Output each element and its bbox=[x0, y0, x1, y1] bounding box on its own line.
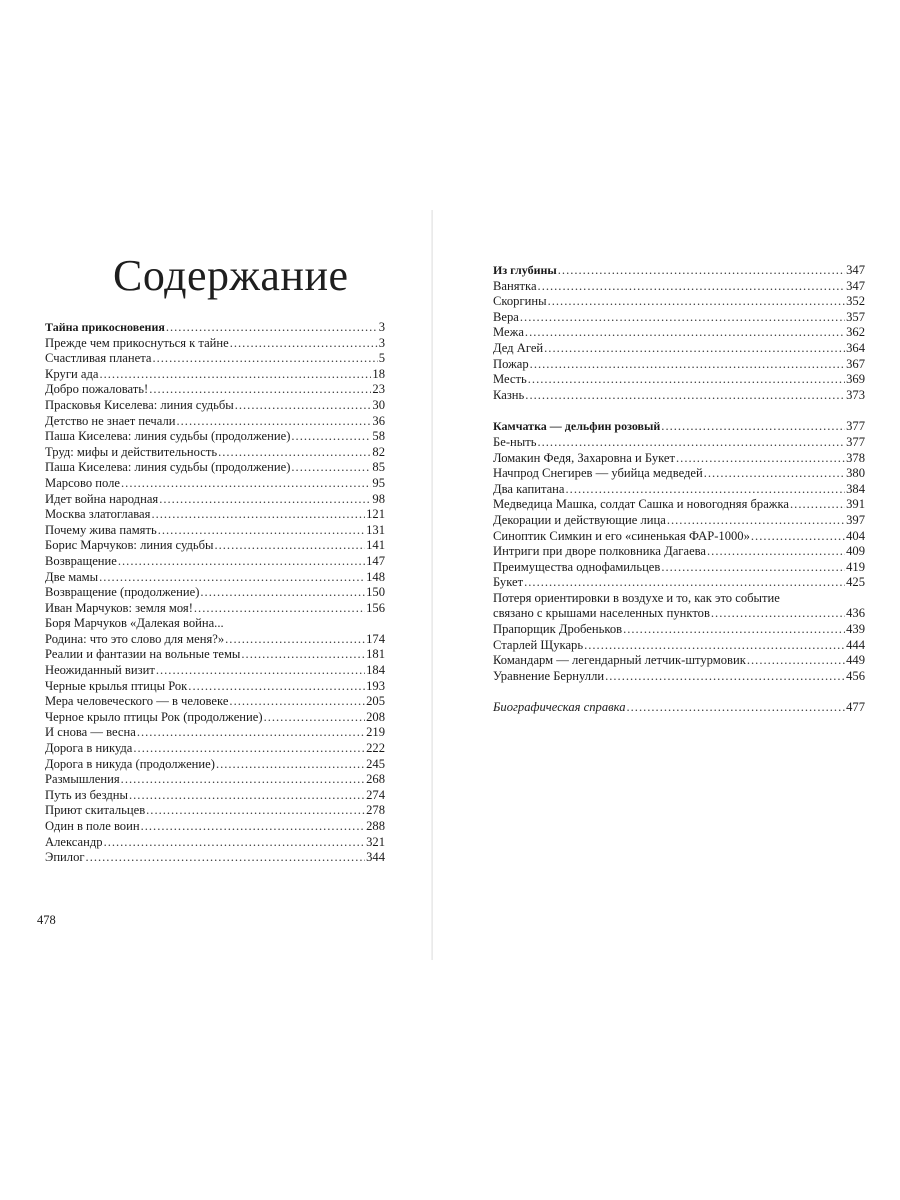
toc-entry-title: Неожиданный визит bbox=[45, 663, 155, 678]
toc-entry-title: Бе-ныть bbox=[493, 434, 537, 449]
toc-entry-title: Букет bbox=[493, 575, 524, 590]
toc-entry-page: 380 bbox=[846, 466, 865, 481]
toc-entry bbox=[493, 341, 865, 357]
dot-leader bbox=[790, 497, 845, 513]
dot-leader bbox=[711, 606, 845, 622]
toc-entry-title: Возвращение bbox=[45, 553, 117, 568]
toc-entry-page: 377 bbox=[846, 419, 865, 434]
dot-leader bbox=[214, 538, 365, 554]
toc-entry-title: Командарм — легендарный летчик-штурмовик bbox=[493, 653, 746, 668]
toc-entry-page: 150 bbox=[366, 585, 385, 600]
toc-entry-title: Дорога в никуда bbox=[45, 741, 133, 756]
toc-section-biography bbox=[493, 700, 865, 716]
dot-leader bbox=[241, 647, 365, 663]
toc-entry-page: 98 bbox=[372, 491, 385, 506]
dot-leader bbox=[104, 835, 366, 851]
toc-entry-page: 288 bbox=[366, 819, 385, 833]
toc-entry-page: 18 bbox=[372, 366, 385, 381]
toc-entry-page: 219 bbox=[366, 725, 385, 740]
toc-entry-page: 36 bbox=[372, 413, 385, 428]
toc-entry-page: 377 bbox=[846, 434, 865, 449]
toc-entry-title: Интриги при дворе полковника Дагаева bbox=[493, 544, 707, 559]
toc-entry-page: 391 bbox=[846, 497, 865, 512]
page-title: Содержание bbox=[113, 251, 349, 300]
toc-entry-title: Труд: мифы и действительность bbox=[45, 444, 218, 459]
toc-entry bbox=[493, 310, 865, 326]
toc-entry bbox=[45, 414, 385, 430]
toc-entry bbox=[45, 429, 385, 445]
dot-leader bbox=[188, 679, 365, 695]
toc-entry-page: 3 bbox=[378, 335, 385, 350]
toc-entry-title: Прежде чем прикоснуться к тайне bbox=[45, 335, 229, 350]
toc-entry-title: Один в поле воин bbox=[45, 819, 140, 833]
dot-leader bbox=[194, 601, 365, 617]
toc-entry-page: 436 bbox=[846, 606, 865, 621]
dot-leader bbox=[121, 476, 371, 492]
toc-entry-title: Межа bbox=[493, 325, 524, 340]
toc-entry bbox=[45, 336, 385, 352]
toc-entry bbox=[45, 788, 385, 804]
toc-entry-page: 404 bbox=[846, 528, 865, 543]
toc-entry-page: 121 bbox=[366, 507, 385, 522]
toc-entry bbox=[45, 725, 385, 741]
dot-leader bbox=[584, 638, 845, 654]
toc-entry-page: 268 bbox=[366, 772, 385, 787]
toc-entry bbox=[493, 638, 865, 654]
toc-entry-page: 5 bbox=[378, 351, 385, 366]
toc-entry-page: 193 bbox=[366, 678, 385, 693]
toc-entry-page: 352 bbox=[846, 294, 865, 309]
dot-leader bbox=[137, 725, 365, 741]
toc-entry bbox=[45, 772, 385, 788]
dot-leader bbox=[235, 398, 372, 414]
toc-entry-title: Прапорщик Дробеньков bbox=[493, 622, 623, 637]
toc-entry-page: 373 bbox=[846, 387, 865, 402]
toc-entry bbox=[45, 367, 385, 383]
toc-entry-page: 82 bbox=[372, 444, 385, 459]
toc-entry bbox=[45, 694, 385, 710]
toc-entry-title: Почему жива память bbox=[45, 522, 157, 537]
dot-leader bbox=[121, 772, 365, 788]
dot-leader bbox=[118, 554, 365, 570]
dot-leader bbox=[133, 741, 365, 757]
toc-entry-title: Преимущества однофамильцев bbox=[493, 559, 661, 574]
toc-entry-page: 397 bbox=[846, 512, 865, 527]
dot-leader bbox=[676, 451, 845, 467]
toc-entry-page: 23 bbox=[372, 382, 385, 397]
toc-entry bbox=[45, 710, 385, 726]
toc-entry bbox=[493, 466, 865, 482]
toc-entry-page: 409 bbox=[846, 544, 865, 559]
toc-right-column bbox=[493, 263, 865, 716]
dot-leader bbox=[200, 585, 365, 601]
toc-entry-page: 321 bbox=[366, 834, 385, 849]
toc-entry-page: 148 bbox=[366, 569, 385, 584]
toc-entry-title: Паша Киселева: линия судьбы (продолжение) bbox=[45, 429, 291, 444]
toc-entry-title: Приют скитальцев bbox=[45, 803, 146, 818]
toc-entry-title: Возвращение (продолжение) bbox=[45, 585, 200, 600]
dot-leader bbox=[149, 382, 371, 398]
toc-entry-title: Родина: что это слово для меня?» bbox=[45, 631, 225, 646]
toc-entry bbox=[45, 460, 385, 476]
toc-entry bbox=[45, 679, 385, 695]
dot-leader bbox=[627, 700, 846, 716]
toc-entry bbox=[45, 351, 385, 367]
toc-entry-title: Путь из бездны bbox=[45, 787, 128, 802]
toc-entry-page: 85 bbox=[372, 460, 385, 475]
toc-entry-title: Добро пожаловать! bbox=[45, 382, 149, 397]
toc-entry-title: Прасковья Киселева: линия судьбы bbox=[45, 397, 234, 412]
toc-entry bbox=[493, 372, 865, 388]
toc-entry-page: 357 bbox=[846, 309, 865, 324]
toc-section-iz-glubiny bbox=[493, 263, 865, 403]
dot-leader bbox=[159, 492, 371, 508]
toc-entry bbox=[45, 850, 385, 866]
right-page bbox=[456, 0, 900, 1200]
dot-leader bbox=[525, 325, 845, 341]
toc-entry bbox=[493, 560, 865, 576]
dot-leader bbox=[661, 419, 845, 435]
dot-leader bbox=[166, 320, 378, 336]
toc-section-heading bbox=[493, 263, 865, 279]
dot-leader bbox=[544, 341, 845, 357]
toc-entry bbox=[45, 492, 385, 508]
toc-entry-page: 347 bbox=[846, 278, 865, 293]
toc-entry bbox=[493, 294, 865, 310]
dot-leader bbox=[99, 570, 365, 586]
dot-leader bbox=[525, 388, 845, 404]
dot-leader bbox=[146, 803, 365, 819]
toc-entry bbox=[493, 575, 865, 591]
toc-entry-title: Синоптик Симкин и его «синенькая ФАР-1000» bbox=[493, 528, 750, 543]
dot-leader bbox=[707, 544, 845, 560]
dot-leader bbox=[129, 788, 365, 804]
dot-leader bbox=[623, 622, 845, 638]
toc-entry bbox=[45, 382, 385, 398]
dot-leader bbox=[264, 710, 366, 726]
toc-entry-page: 245 bbox=[366, 756, 385, 771]
toc-entry-page: 456 bbox=[846, 668, 865, 683]
dot-leader bbox=[667, 513, 845, 529]
toc-entry-title: Черные крылья птицы Рок bbox=[45, 678, 188, 693]
toc-entry-title: Эпилог bbox=[45, 850, 85, 865]
toc-entry-title: Пожар bbox=[493, 356, 529, 371]
dot-leader bbox=[520, 310, 845, 326]
dot-leader bbox=[216, 757, 365, 773]
toc-entry bbox=[45, 523, 385, 539]
toc-entry-title: Вера bbox=[493, 309, 519, 324]
toc-entry-page: 30 bbox=[372, 397, 385, 412]
toc-entry-title: Марсово поле bbox=[45, 475, 121, 490]
toc-entry-title: Месть bbox=[493, 372, 527, 387]
dot-leader bbox=[99, 367, 371, 383]
toc-entry-title: Начпрод Снегирев — убийца медведей bbox=[493, 466, 703, 481]
toc-entry bbox=[493, 591, 865, 622]
toc-entry-title-line1: Боря Марчуков «Далекая война... bbox=[45, 616, 224, 631]
toc-entry bbox=[45, 601, 385, 617]
dot-leader bbox=[538, 279, 846, 295]
toc-entry bbox=[493, 279, 865, 295]
toc-entry-title: Реалии и фантазии на вольные темы bbox=[45, 647, 241, 662]
dot-leader bbox=[747, 653, 845, 669]
left-page bbox=[0, 0, 433, 1200]
toc-entry-page: 205 bbox=[366, 694, 385, 709]
dot-leader bbox=[151, 507, 365, 523]
toc-entry-page: 367 bbox=[846, 356, 865, 371]
toc-section-kamchatka bbox=[493, 419, 865, 684]
toc-entry-page: 384 bbox=[846, 481, 865, 496]
toc-entry bbox=[45, 616, 385, 647]
toc-entry-title: Москва златоглавая bbox=[45, 507, 151, 522]
toc-entry-title: Казнь bbox=[493, 387, 525, 402]
dot-leader bbox=[141, 819, 366, 835]
toc-entry-title: Медведица Машка, солдат Сашка и новогодняя бражка bbox=[493, 497, 790, 512]
toc-entry bbox=[45, 757, 385, 773]
toc-entry bbox=[45, 835, 385, 851]
toc-entry bbox=[493, 513, 865, 529]
dot-leader bbox=[229, 694, 365, 710]
dot-leader bbox=[537, 435, 845, 451]
toc-section-heading bbox=[45, 320, 385, 336]
dot-leader bbox=[548, 294, 846, 310]
dot-leader bbox=[291, 460, 371, 476]
toc-entry bbox=[493, 669, 865, 685]
toc-entry bbox=[45, 570, 385, 586]
section-gap bbox=[493, 403, 865, 419]
toc-entry bbox=[493, 622, 865, 638]
toc-entry-page: 369 bbox=[846, 372, 865, 387]
toc-entry-title: Из глубины bbox=[493, 263, 557, 277]
toc-entry bbox=[493, 435, 865, 451]
toc-entry-page: 425 bbox=[846, 575, 865, 590]
toc-entry-page: 347 bbox=[846, 263, 865, 277]
toc-entry-title: Две мамы bbox=[45, 569, 99, 584]
toc-entry-page: 141 bbox=[366, 538, 385, 553]
toc-entry bbox=[493, 700, 865, 716]
toc-entry bbox=[45, 647, 385, 663]
page-number: 478 bbox=[37, 913, 56, 927]
dot-leader bbox=[605, 669, 845, 685]
toc-entry-page: 364 bbox=[846, 340, 865, 355]
toc-entry bbox=[45, 585, 385, 601]
dot-leader bbox=[751, 529, 845, 545]
toc-entry-line2 bbox=[493, 606, 865, 622]
dot-leader bbox=[661, 560, 845, 576]
toc-entry bbox=[493, 325, 865, 341]
toc-entry-title: Скоргины bbox=[493, 294, 547, 309]
dot-leader bbox=[158, 523, 365, 539]
dot-leader bbox=[291, 429, 371, 445]
toc-entry bbox=[45, 445, 385, 461]
toc-entry-page: 378 bbox=[846, 450, 865, 465]
toc-entry-title: Детство не знает печали bbox=[45, 413, 176, 428]
toc-entry-title: Старлей Щукарь bbox=[493, 637, 584, 652]
toc-entry-title: Ломакин Федя, Захаровна и Букет bbox=[493, 450, 676, 465]
toc-entry bbox=[493, 482, 865, 498]
dot-leader bbox=[152, 351, 377, 367]
toc-entry bbox=[45, 507, 385, 523]
dot-leader bbox=[704, 466, 845, 482]
dot-leader bbox=[218, 445, 371, 461]
dot-leader bbox=[566, 482, 846, 498]
toc-entry-title: Декорации и действующие лица bbox=[493, 512, 666, 527]
toc-entry-title: Два капитана bbox=[493, 481, 565, 496]
toc-entry bbox=[45, 538, 385, 554]
toc-entry bbox=[45, 663, 385, 679]
toc-entry-title: Камчатка — дельфин розовый bbox=[493, 419, 661, 434]
toc-entry-page: 131 bbox=[366, 522, 385, 537]
toc-entry-title: связано с крышами населенных пунктов bbox=[493, 606, 710, 621]
toc-entry bbox=[45, 398, 385, 414]
toc-entry-page: 174 bbox=[366, 631, 385, 646]
toc-entry-page: 3 bbox=[378, 320, 385, 334]
toc-entry bbox=[45, 741, 385, 757]
toc-left-column bbox=[45, 320, 385, 866]
toc-entry-title: Дорога в никуда (продолжение) bbox=[45, 756, 215, 771]
toc-entry-title: Черное крыло птицы Рок (продолжение) bbox=[45, 709, 263, 724]
toc-entry-page: 419 bbox=[846, 559, 865, 574]
toc-entry bbox=[493, 653, 865, 669]
toc-entry-title: Круги ада bbox=[45, 366, 99, 381]
toc-entry-page: 449 bbox=[846, 653, 865, 668]
toc-entry-line2 bbox=[45, 632, 385, 648]
dot-leader bbox=[524, 575, 845, 591]
dot-leader bbox=[86, 850, 366, 866]
toc-entry-title: Александр bbox=[45, 834, 103, 849]
section-gap bbox=[493, 684, 865, 700]
toc-entry-title: Паша Киселева: линия судьбы (продолжение) bbox=[45, 460, 291, 475]
toc-entry bbox=[493, 388, 865, 404]
toc-entry-page: 184 bbox=[366, 663, 385, 678]
toc-entry-title: Дед Агей bbox=[493, 340, 544, 355]
toc-entry bbox=[493, 357, 865, 373]
toc-entry-page: 95 bbox=[372, 475, 385, 490]
toc-entry-title: Биографическая справка bbox=[493, 700, 626, 715]
toc-entry bbox=[493, 497, 865, 513]
dot-leader bbox=[225, 632, 365, 648]
toc-entry-page: 274 bbox=[366, 787, 385, 802]
toc-entry-title: Борис Марчуков: линия судьбы bbox=[45, 538, 214, 553]
toc-entry bbox=[45, 819, 385, 835]
toc-entry-title: Уравнение Бернулли bbox=[493, 668, 605, 683]
toc-entry bbox=[493, 544, 865, 560]
toc-entry-title: Мера человеческого — в человеке bbox=[45, 694, 229, 709]
toc-entry-title: Иван Марчуков: земля моя! bbox=[45, 600, 193, 615]
toc-entry-page: 181 bbox=[366, 647, 385, 662]
toc-entry-page: 147 bbox=[366, 553, 385, 568]
toc-entry-title-line1: Потеря ориентировки в воздухе и то, как это событие bbox=[493, 590, 780, 605]
toc-entry bbox=[45, 476, 385, 492]
toc-section-heading bbox=[493, 419, 865, 435]
toc-entry-page: 439 bbox=[846, 622, 865, 637]
toc-entry bbox=[493, 529, 865, 545]
toc-entry-title: И снова — весна bbox=[45, 725, 136, 740]
toc-entry-page: 362 bbox=[846, 325, 865, 340]
dot-leader bbox=[558, 263, 845, 279]
toc-entry-page: 477 bbox=[846, 700, 865, 715]
toc-entry-title: Счастливая планета bbox=[45, 351, 152, 366]
toc-entry-page: 444 bbox=[846, 637, 865, 652]
toc-entry-page: 156 bbox=[366, 600, 385, 615]
dot-leader bbox=[530, 357, 845, 373]
toc-entry-page: 278 bbox=[366, 803, 385, 818]
toc-entry-page: 208 bbox=[366, 709, 385, 724]
toc-entry-title: Тайна прикосновения bbox=[45, 320, 165, 334]
dot-leader bbox=[528, 372, 845, 388]
toc-entry-title: Ванятка bbox=[493, 278, 537, 293]
toc-entry bbox=[493, 451, 865, 467]
toc-entry-title: Идет война народная bbox=[45, 491, 159, 506]
toc-entry-page: 222 bbox=[366, 741, 385, 756]
toc-entry-title: Размышления bbox=[45, 772, 120, 787]
dot-leader bbox=[230, 336, 378, 352]
dot-leader bbox=[156, 663, 365, 679]
toc-entry-page: 58 bbox=[372, 429, 385, 444]
toc-entry bbox=[45, 554, 385, 570]
toc-entry-page: 344 bbox=[366, 850, 385, 865]
toc-entry bbox=[45, 803, 385, 819]
dot-leader bbox=[177, 414, 372, 430]
